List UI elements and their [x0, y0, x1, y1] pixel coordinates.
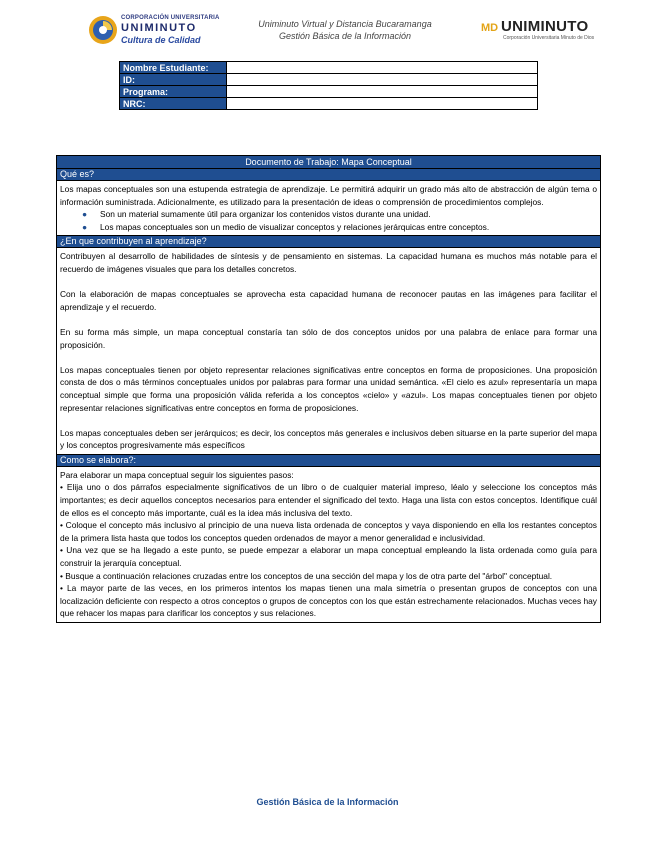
page-footer: Gestión Básica de la Información — [256, 797, 399, 807]
worksheet-title: Documento de Trabajo: Mapa Conceptual — [57, 156, 600, 169]
logo-brand-line: UNIMINUTO — [121, 22, 197, 34]
section-paragraph: Los mapas conceptuales deben ser jerárquicos; es decir, los conceptos más generales e inclusivos deben situarse en la parte superior del mapa y los conceptos progresivamente más específicos — [60, 427, 597, 451]
header-campus: Uniminuto Virtual y Distancia Bucaramanga — [258, 19, 432, 29]
logo-md-mark: MD — [481, 22, 499, 34]
logo-brand-name: UNIMINUTO — [501, 18, 589, 35]
university-seal-icon — [88, 15, 118, 45]
bullet-text: Son un material sumamente útil para organizar los contenidos vistos durante una unidad. — [100, 209, 431, 220]
student-info-table — [119, 61, 538, 110]
nrc-field[interactable] — [227, 98, 538, 110]
nrc-row — [120, 98, 538, 110]
header-title-block — [230, 18, 460, 42]
section-body-contribution — [57, 248, 600, 455]
program-label: Programa: — [120, 86, 227, 98]
logo-tagline: Corporación Universitaria Minuto de Dios — [503, 35, 595, 41]
bullet-text: Los mapas conceptuales son un medio de visualizar conceptos y relaciones jerárquicas entre conceptos. — [100, 221, 490, 232]
logo-institution-line: CORPORACIÓN UNIVERSITARIA — [121, 15, 220, 21]
student-name-field[interactable] — [227, 62, 538, 74]
step-paragraph: • La mayor parte de las veces, en los primeros intentos los mapas tienen una mala simetría o presentan grupos de conceptos con una localización deficiente con respecto a otros conceptos o grupos de conceptos con los que están estrechamente relacionados. Muchas veces hay que rehacer los mapas para clarificar los conceptos y sus relaciones. — [60, 583, 597, 619]
worksheet-box — [56, 155, 601, 623]
header-course: Gestión Básica de la Información — [278, 31, 412, 41]
section-paragraph: Contribuyen al desarrollo de habilidades de síntesis y de pensamiento en sistemas. La capacidad humana es muchos más notable para el recuerdo de imágenes visuales que para los detalles concretos. — [60, 251, 597, 274]
section-paragraph: En su forma más simple, un mapa conceptual constaría tan sólo de dos conceptos unidos por una palabra de enlace para formar una proposición. — [60, 326, 597, 350]
bullet-item — [60, 221, 597, 234]
page-header — [0, 0, 655, 55]
step-paragraph: • Busque a continuación relaciones cruzadas entre los conceptos de una sección del mapa y los de otra parte del "árbol" conceptual. — [60, 570, 553, 581]
bullet-dot-icon: ● — [82, 221, 88, 232]
step-paragraph: • Una vez que se ha llegado a este punto, se puede empezar a elaborar un mapa conceptual empleando la lista ordenada como guía para construir la jerarquía conceptual. — [60, 545, 597, 569]
nrc-label: NRC: — [120, 98, 227, 110]
bullet-list — [60, 208, 597, 233]
section-paragraph: Con la elaboración de mapas conceptuales se aprovecha esta capacidad humana de reconocer pautas en las imágenes para facilitar el aprendizaje y el recuerdo. — [60, 289, 597, 312]
section-paragraph: Los mapas conceptuales tienen por objeto representar relaciones significativas entre conceptos en forma de proposiciones. Una proposición consta de dos o más términos conceptuales unidos por palabras para formar una unidad semántica. «El cielo es azul» representaría un mapa conceptual simple que forma una proposición válida referida a los conceptos «cielo» y «azul». Los mapas conceptuales tienen por objeto representar relaciones significativas entre conceptos en forma de proposiciones. — [60, 364, 597, 413]
section-heading-contribution: ¿En que contribuyen al aprendizaje? — [57, 236, 600, 248]
program-field[interactable] — [227, 86, 538, 98]
section-body-how-to — [57, 467, 600, 622]
section-heading-what-is: Qué es? — [57, 169, 600, 181]
section-paragraph: Los mapas conceptuales son una estupenda estrategia de aprendizaje. Le permitirá adquirir un grado más alto de abstracción de algún tema o información suministrada. Adicionalmente, es utilizado para la presentación de ideas o comprensión de procedimientos complejos. — [60, 184, 597, 207]
student-id-field[interactable] — [227, 74, 538, 86]
student-id-label: ID: — [120, 74, 227, 86]
section-heading-how-to: Como se elabora?: — [57, 455, 600, 467]
logo-slogan-line: Cultura de Calidad — [121, 35, 201, 45]
student-name-label: Nombre Estudiante: — [120, 62, 227, 74]
step-paragraph: • Coloque el concepto más inclusivo al principio de una nueva lista ordenada de conceptos y vaya disponiendo en ella los restantes conceptos de la primera lista hasta que todos los conceptos queden ordenados de mayor a menor generalidad e inclusividad. — [60, 520, 597, 543]
section-paragraph: Para elaborar un mapa conceptual seguir los siguientes pasos: — [60, 469, 294, 480]
uniminuto-logo — [481, 16, 611, 42]
program-row — [120, 86, 538, 98]
student-name-row — [120, 62, 538, 74]
bullet-item — [60, 208, 597, 221]
section-body-what-is — [57, 181, 600, 236]
uniminuto-quality-logo — [88, 14, 223, 46]
step-paragraph: • Elija uno o dos párrafos especialmente significativos de un libro o de cualquier material impreso, léalo y seleccione los conceptos más importantes; es decir aquellos conceptos necesarios para entender el significado del texto. Haga una lista con estos conceptos. Identifique cuál de ellos es el concepto más importante, cuál es la idea más inclusiva del texto. — [60, 482, 597, 518]
student-id-row — [120, 74, 538, 86]
bullet-dot-icon: ● — [82, 209, 88, 220]
